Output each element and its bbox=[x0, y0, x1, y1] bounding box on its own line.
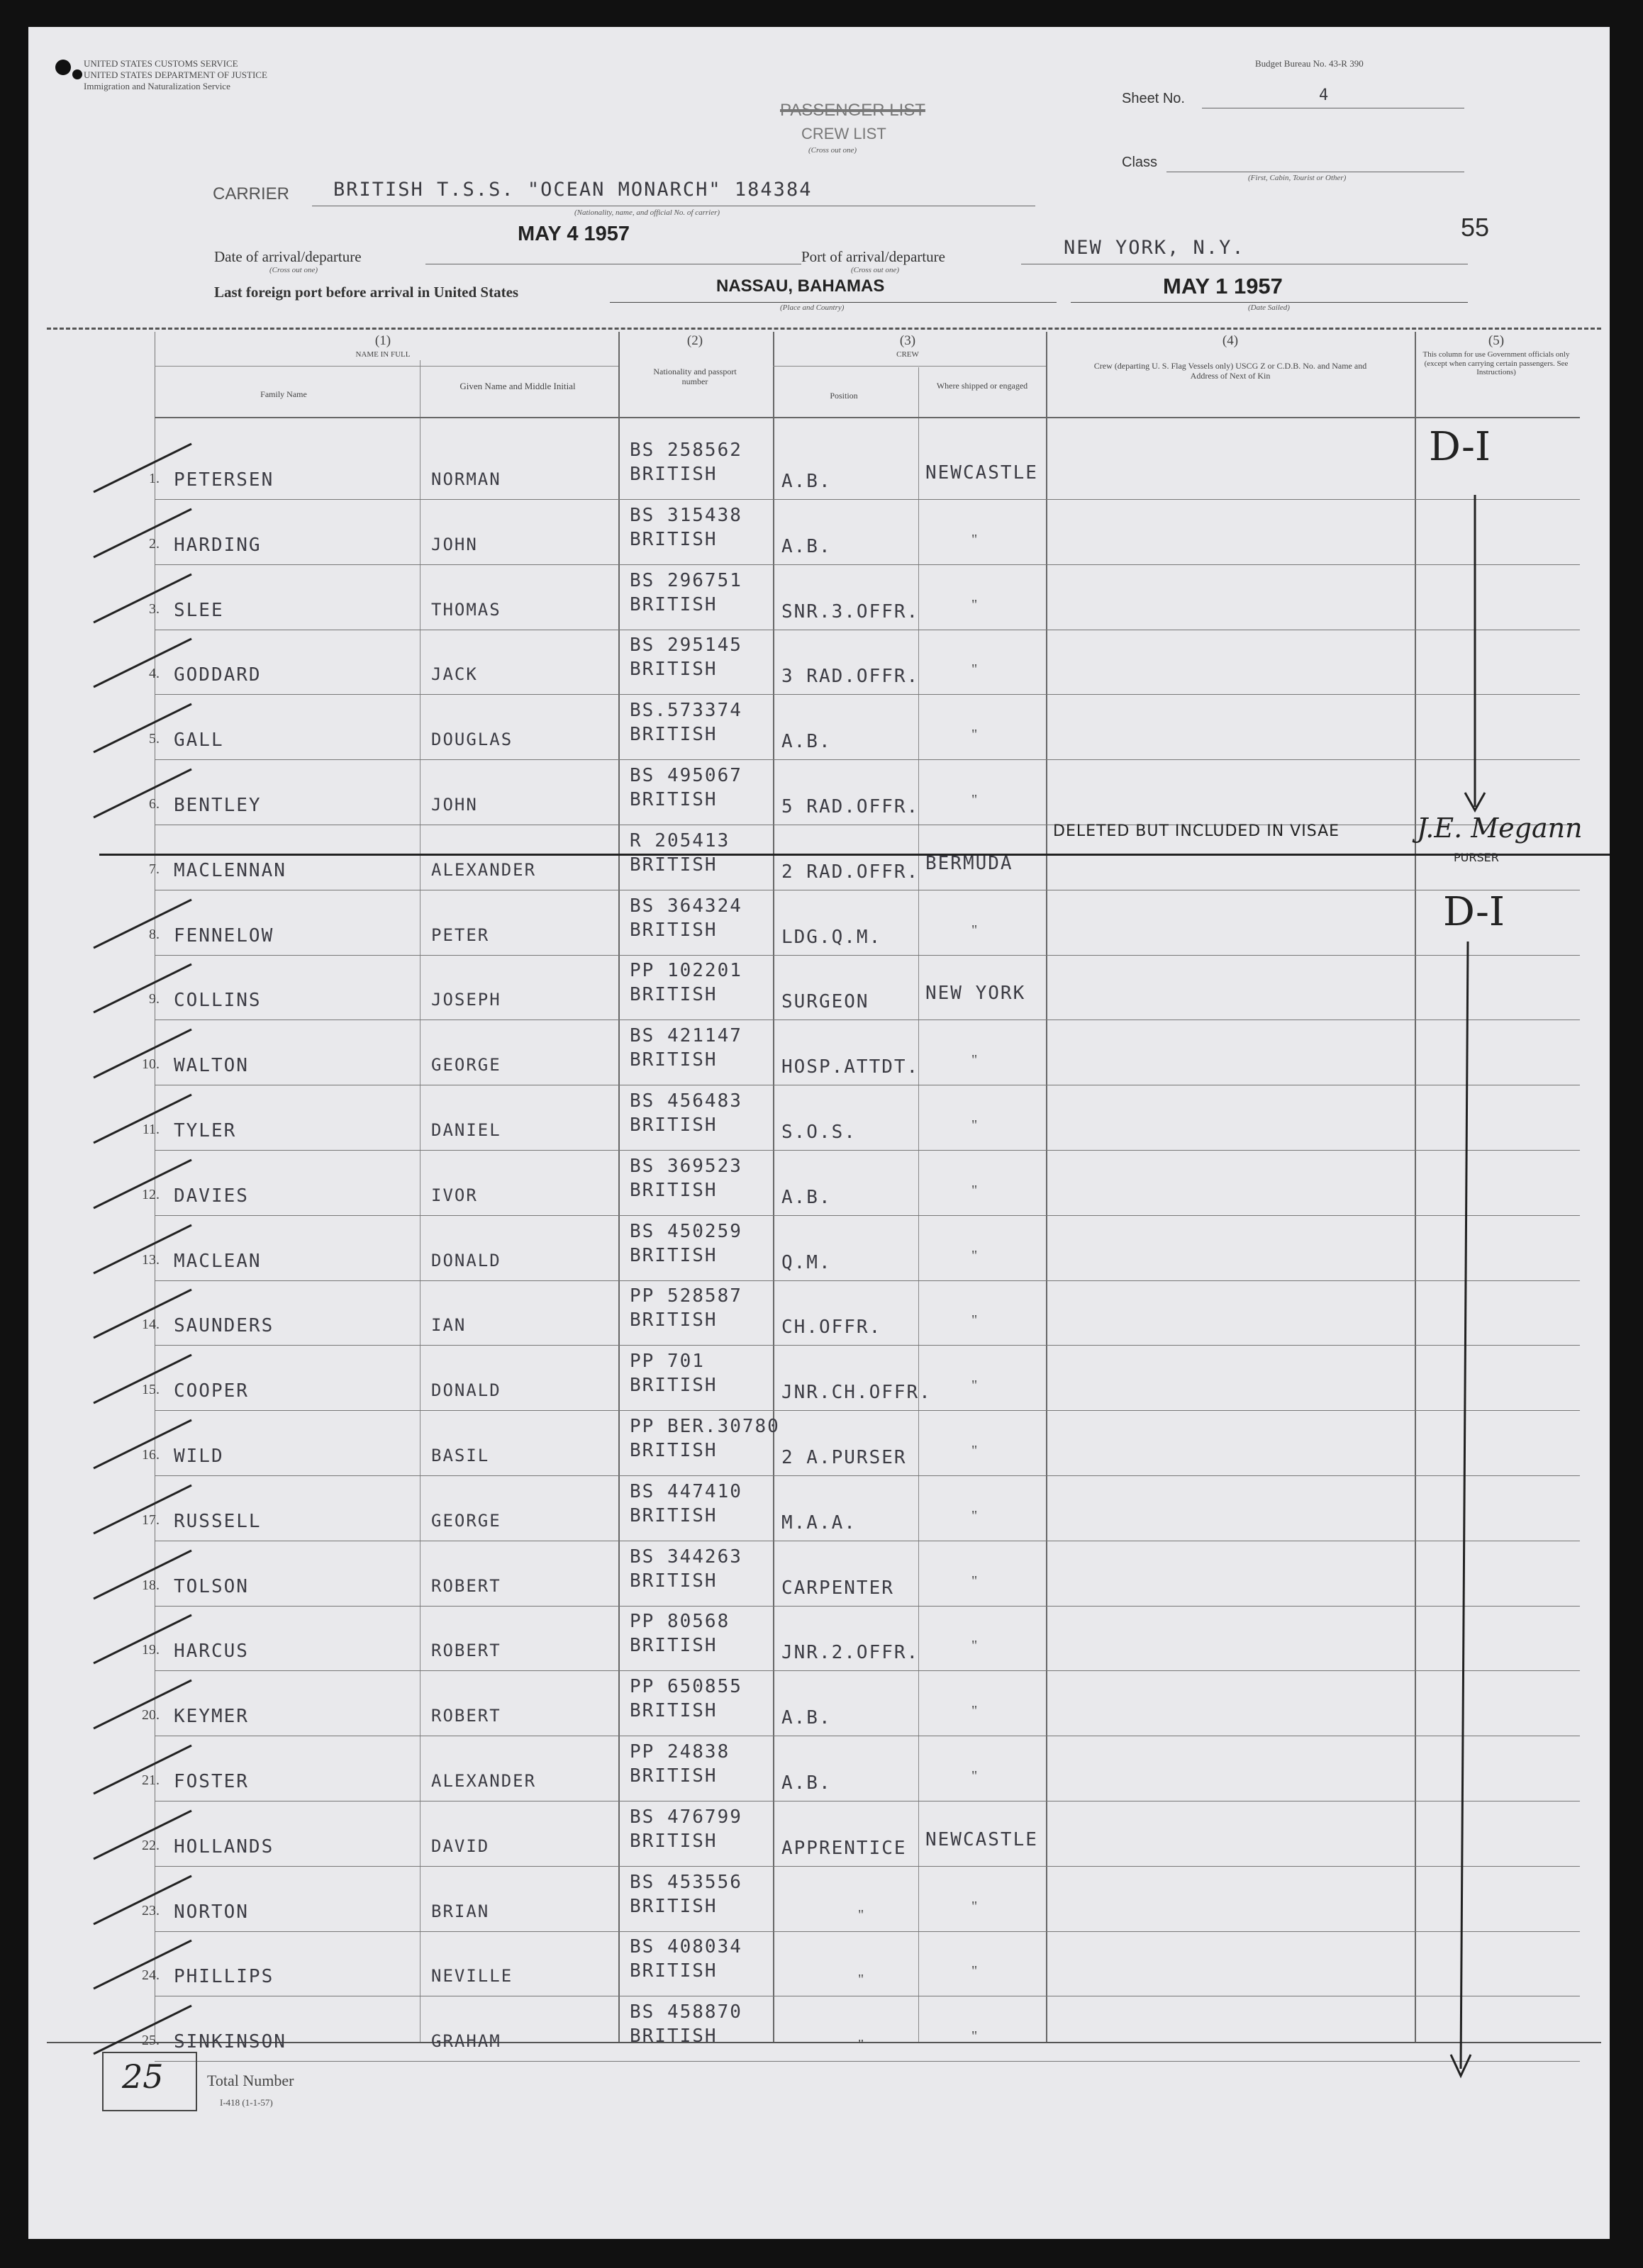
family-name: HARDING bbox=[174, 535, 262, 556]
where-shipped: " bbox=[971, 597, 978, 613]
where-shipped: " bbox=[971, 1963, 978, 1979]
crew-position: A.B. bbox=[781, 731, 832, 752]
family-name: COLLINS bbox=[174, 990, 262, 1011]
table-row bbox=[28, 501, 1610, 566]
given-name: DONALD bbox=[431, 1251, 501, 1270]
row-number: 10. bbox=[142, 1056, 160, 1072]
class-hint: (First, Cabin, Tourist or Other) bbox=[1248, 174, 1347, 182]
table-row bbox=[28, 1607, 1610, 1672]
where-shipped: NEWCASTLE bbox=[925, 1829, 1038, 1850]
col3-where: Where shipped or engaged bbox=[936, 381, 1028, 391]
where-shipped: NEW YORK bbox=[925, 983, 1026, 1004]
table-row bbox=[28, 566, 1610, 631]
given-name: JACK bbox=[431, 664, 478, 684]
crew-position: JNR.CH.OFFR. bbox=[781, 1382, 932, 1403]
row-rule bbox=[155, 1150, 1580, 1151]
row-rule bbox=[155, 499, 1580, 500]
nationality: BRITISH bbox=[630, 854, 718, 876]
port-hint: (Cross out one) bbox=[851, 266, 900, 274]
family-name: WALTON bbox=[174, 1055, 249, 1076]
given-name: JOHN bbox=[431, 795, 478, 815]
row-number: 23. bbox=[142, 1903, 160, 1918]
given-name: THOMAS bbox=[431, 600, 501, 620]
family-name: NORTON bbox=[174, 1901, 249, 1923]
crew-position: S.O.S. bbox=[781, 1122, 857, 1143]
where-shipped: " bbox=[971, 1768, 978, 1784]
given-name: PETER bbox=[431, 925, 490, 945]
table-row bbox=[28, 1477, 1610, 1542]
row-number: 9. bbox=[149, 991, 160, 1007]
passport-number: PP 650855 bbox=[630, 1676, 742, 1697]
purser-note: PURSER bbox=[1454, 851, 1499, 864]
row-number: 1. bbox=[149, 471, 160, 486]
row-number: 20. bbox=[142, 1707, 160, 1723]
passport-number: PP 24838 bbox=[630, 1741, 730, 1763]
table-row bbox=[28, 826, 1610, 891]
table-row bbox=[28, 1151, 1610, 1217]
family-name: RUSSELL bbox=[174, 1511, 262, 1532]
table-row bbox=[28, 891, 1610, 956]
where-shipped: " bbox=[971, 922, 978, 938]
page-number: 55 bbox=[1461, 213, 1490, 242]
port-label: Port of arrival/departure bbox=[801, 248, 945, 265]
given-name: BRIAN bbox=[431, 1901, 490, 1921]
title-hint: (Cross out one) bbox=[808, 146, 857, 155]
crew-position: A.B. bbox=[781, 1772, 832, 1794]
col2-title: Nationality and passport number bbox=[653, 367, 737, 386]
crew-position: 2 RAD.OFFR. bbox=[781, 861, 920, 883]
family-name: SAUNDERS bbox=[174, 1315, 274, 1336]
col1-family: Family Name bbox=[260, 389, 307, 399]
crew-position: Q.M. bbox=[781, 1252, 832, 1273]
passport-number: PP 80568 bbox=[630, 1611, 730, 1632]
nationality: BRITISH bbox=[630, 1896, 718, 1917]
table-row bbox=[28, 1867, 1610, 1933]
where-shipped: " bbox=[971, 1443, 978, 1458]
nationality: BRITISH bbox=[630, 1635, 718, 1656]
nationality: BRITISH bbox=[630, 1049, 718, 1071]
col5-number: (5) bbox=[1488, 333, 1505, 348]
family-name: GALL bbox=[174, 730, 224, 751]
where-shipped: " bbox=[971, 532, 978, 547]
crew-position: M.A.A. bbox=[781, 1512, 857, 1534]
official-signature: J.E. Megann bbox=[1417, 812, 1583, 844]
bracket-arrow-icon bbox=[1418, 438, 1546, 2125]
family-name: FENNELOW bbox=[174, 925, 274, 946]
sheet-number: 4 bbox=[1319, 86, 1330, 104]
table-row bbox=[28, 1542, 1610, 1607]
passport-number: BS 364324 bbox=[630, 895, 742, 917]
passport-number: BS 447410 bbox=[630, 1481, 742, 1502]
table-row bbox=[28, 1217, 1610, 1282]
nationality: BRITISH bbox=[630, 464, 718, 485]
nationality: BRITISH bbox=[630, 1505, 718, 1526]
given-name: DAVID bbox=[431, 1836, 490, 1856]
passenger-list-struck bbox=[780, 101, 925, 121]
table-row bbox=[28, 1737, 1610, 1802]
sheet-label: Sheet No. bbox=[1122, 91, 1185, 106]
row-number: 6. bbox=[149, 796, 160, 812]
table-row bbox=[28, 1346, 1610, 1412]
passenger-list-text: PASSENGER LIST bbox=[780, 101, 925, 120]
crew-position: " bbox=[858, 2037, 864, 2052]
date-hint: (Cross out one) bbox=[269, 266, 318, 274]
given-name: BASIL bbox=[431, 1446, 490, 1465]
carrier-label: CARRIER bbox=[213, 184, 290, 203]
col2-number: (2) bbox=[686, 333, 703, 348]
passport-number: PP 701 bbox=[630, 1351, 705, 1372]
punch-hole-mark bbox=[55, 60, 71, 75]
given-name: IVOR bbox=[431, 1185, 478, 1205]
nationality: BRITISH bbox=[630, 529, 718, 550]
last-port-hint: (Place and Country) bbox=[780, 303, 845, 312]
passport-number: BS 456483 bbox=[630, 1090, 742, 1112]
row-number: 22. bbox=[142, 1838, 160, 1853]
row-rule bbox=[155, 564, 1580, 565]
given-name: DONALD bbox=[431, 1380, 501, 1400]
family-name: COOPER bbox=[174, 1380, 249, 1402]
crew-position: " bbox=[858, 1907, 864, 1923]
last-port-value: NASSAU, BAHAMAS bbox=[716, 276, 885, 296]
crew-position: LDG.Q.M. bbox=[781, 927, 882, 948]
given-name: DANIEL bbox=[431, 1120, 501, 1140]
col4-title: Crew (departing U. S. Flag Vessels only) USCG Z or C.D.B. No. and Name and Address of Next of Kin bbox=[1093, 361, 1367, 381]
total-value: 25 bbox=[122, 2057, 164, 2096]
table-row bbox=[28, 761, 1610, 826]
crew-position: SURGEON bbox=[781, 991, 869, 1012]
row-rule bbox=[155, 1475, 1580, 1476]
where-shipped: " bbox=[971, 1899, 978, 1914]
given-name: ALEXANDER bbox=[431, 860, 537, 880]
family-name: GODDARD bbox=[174, 664, 262, 686]
where-shipped: " bbox=[971, 1117, 978, 1133]
sail-date-hint: (Date Sailed) bbox=[1248, 303, 1290, 312]
table-row bbox=[28, 1997, 1610, 2062]
family-name: PETERSEN bbox=[174, 469, 274, 491]
nationality: BRITISH bbox=[630, 1309, 718, 1331]
given-name: NORMAN bbox=[431, 469, 501, 489]
where-shipped: NEWCASTLE bbox=[925, 462, 1038, 484]
nationality: BRITISH bbox=[630, 1700, 718, 1721]
given-name: ROBERT bbox=[431, 1706, 501, 1726]
where-shipped: " bbox=[971, 1312, 978, 1328]
table-top-rule bbox=[47, 328, 1601, 330]
given-name: GEORGE bbox=[431, 1055, 501, 1075]
crew-position: JNR.2.OFFR. bbox=[781, 1642, 920, 1663]
sail-date-stamp: MAY 1 1957 bbox=[1163, 274, 1283, 298]
where-shipped: " bbox=[971, 1183, 978, 1198]
passport-number: BS.573374 bbox=[630, 700, 742, 721]
row-number: 19. bbox=[142, 1642, 160, 1658]
nationality: BRITISH bbox=[630, 1765, 718, 1787]
crew-position: CARPENTER bbox=[781, 1577, 894, 1599]
mark-top: D-I bbox=[1429, 424, 1491, 470]
crew-list-form bbox=[28, 27, 1610, 2239]
row-number: 8. bbox=[149, 927, 160, 942]
crew-position: HOSP.ATTDT. bbox=[781, 1056, 920, 1078]
passport-number: BS 295145 bbox=[630, 635, 742, 656]
where-shipped: " bbox=[971, 727, 978, 742]
given-name: ROBERT bbox=[431, 1641, 501, 1660]
date-label: Date of arrival/departure bbox=[214, 248, 362, 265]
passport-number: BS 453556 bbox=[630, 1872, 742, 1893]
passport-number: R 205413 bbox=[630, 830, 730, 851]
nationality: BRITISH bbox=[630, 1375, 718, 1396]
crew-position: A.B. bbox=[781, 471, 832, 492]
punch-hole-mark bbox=[72, 69, 82, 79]
col1-number: (1) bbox=[374, 333, 391, 348]
row-rule bbox=[155, 1215, 1580, 1216]
row-number: 24. bbox=[142, 1967, 160, 1983]
nationality: BRITISH bbox=[630, 2026, 718, 2047]
crew-position: A.B. bbox=[781, 536, 832, 557]
nationality: BRITISH bbox=[630, 1440, 718, 1461]
passport-number: BS 450259 bbox=[630, 1221, 742, 1242]
col3-number: (3) bbox=[899, 333, 916, 348]
passport-number: BS 458870 bbox=[630, 2001, 742, 2023]
row-number: 12. bbox=[142, 1187, 160, 1202]
row-rule bbox=[155, 694, 1580, 695]
col1-given: Given Name and Middle Initial bbox=[460, 381, 576, 391]
nationality: BRITISH bbox=[630, 1115, 718, 1136]
last-port-label: Last foreign port before arrival in United States bbox=[214, 284, 519, 301]
table-row bbox=[28, 1412, 1610, 1477]
header-rule bbox=[155, 366, 618, 367]
table-row bbox=[28, 1802, 1610, 1867]
crew-position: 3 RAD.OFFR. bbox=[781, 666, 920, 687]
nationality: BRITISH bbox=[630, 1570, 718, 1592]
passport-number: PP BER.30780 bbox=[630, 1416, 780, 1437]
where-shipped: " bbox=[971, 1573, 978, 1589]
row-number: 17. bbox=[142, 1512, 160, 1528]
passport-number: BS 344263 bbox=[630, 1546, 742, 1568]
row-number: 18. bbox=[142, 1577, 160, 1593]
row-number: 11. bbox=[142, 1122, 160, 1137]
given-name: IAN bbox=[431, 1315, 467, 1335]
nationality: BRITISH bbox=[630, 1180, 718, 1201]
carrier-hint: (Nationality, name, and official No. of carrier) bbox=[574, 208, 720, 217]
given-name: JOHN bbox=[431, 535, 478, 554]
row7-strike-line bbox=[99, 854, 1610, 856]
port-value: NEW YORK, N.Y. bbox=[1064, 237, 1245, 259]
header-bottom-rule bbox=[155, 417, 1580, 418]
family-name: HOLLANDS bbox=[174, 1836, 274, 1858]
where-shipped: " bbox=[971, 1638, 978, 1653]
class-label: Class bbox=[1122, 155, 1158, 170]
passport-number: BS 296751 bbox=[630, 570, 742, 591]
table-row bbox=[28, 1086, 1610, 1151]
family-name: KEYMER bbox=[174, 1706, 249, 1727]
total-label: Total Number bbox=[207, 2072, 294, 2089]
nationality: BRITISH bbox=[630, 1831, 718, 1852]
given-name: GRAHAM bbox=[431, 2031, 501, 2051]
crew-list-title: CREW LIST bbox=[801, 125, 886, 143]
family-name: MACLENNAN bbox=[174, 860, 286, 881]
given-name: ALEXANDER bbox=[431, 1771, 537, 1791]
row-number: 7. bbox=[149, 861, 160, 877]
family-name: HARCUS bbox=[174, 1641, 249, 1662]
row-rule bbox=[155, 1866, 1580, 1867]
col4-number: (4) bbox=[1222, 333, 1239, 348]
given-name: GEORGE bbox=[431, 1511, 501, 1531]
row-rule bbox=[155, 1345, 1580, 1346]
table-row bbox=[28, 1932, 1610, 1997]
last-port-line bbox=[610, 302, 1057, 303]
where-shipped: BERMUDA bbox=[925, 853, 1013, 874]
where-shipped: " bbox=[971, 1052, 978, 1068]
col1-title: NAME IN FULL bbox=[355, 350, 411, 359]
crew-position: A.B. bbox=[781, 1707, 832, 1728]
family-name: WILD bbox=[174, 1446, 224, 1467]
agency-line-2: UNITED STATES DEPARTMENT OF JUSTICE bbox=[84, 69, 267, 80]
nationality: BRITISH bbox=[630, 920, 718, 941]
passport-number: BS 258562 bbox=[630, 440, 742, 461]
sail-date-line bbox=[1071, 302, 1468, 303]
passport-number: PP 528587 bbox=[630, 1285, 742, 1307]
agency-line-3: Immigration and Naturalization Service bbox=[84, 81, 230, 91]
agency-line-1: UNITED STATES CUSTOMS SERVICE bbox=[84, 58, 238, 69]
nationality: BRITISH bbox=[630, 724, 718, 745]
table-row bbox=[28, 630, 1610, 696]
passport-number: BS 408034 bbox=[630, 1936, 742, 1957]
passport-number: BS 369523 bbox=[630, 1156, 742, 1177]
col5-title: This column for use Government officials only (except when carrying certain passengers. See Instructions) bbox=[1422, 350, 1570, 377]
table-row bbox=[28, 1281, 1610, 1346]
row-number: 5. bbox=[149, 731, 160, 747]
budget-bureau-no: Budget Bureau No. 43-R 390 bbox=[1255, 58, 1364, 69]
nationality: BRITISH bbox=[630, 1245, 718, 1266]
row-number: 25. bbox=[142, 2033, 160, 2048]
where-shipped: " bbox=[971, 1248, 978, 1263]
given-name: JOSEPH bbox=[431, 990, 501, 1010]
col3-title: CREW bbox=[896, 350, 919, 359]
given-name: ROBERT bbox=[431, 1576, 501, 1596]
crew-position: A.B. bbox=[781, 1187, 832, 1208]
where-shipped: " bbox=[971, 1703, 978, 1719]
carrier-value: BRITISH T.S.S. "OCEAN MONARCH" 184384 bbox=[333, 179, 813, 201]
family-name: SINKINSON bbox=[174, 2031, 286, 2052]
row-number: 4. bbox=[149, 666, 160, 681]
where-shipped: " bbox=[971, 2028, 978, 2044]
arrival-date-stamp: MAY 4 1957 bbox=[518, 223, 630, 245]
table-row bbox=[28, 1672, 1610, 1737]
family-name: TYLER bbox=[174, 1120, 237, 1141]
crew-position: 2 A.PURSER bbox=[781, 1447, 907, 1468]
nationality: BRITISH bbox=[630, 984, 718, 1005]
deleted-note: DELETED BUT INCLUDED IN VISAE bbox=[1053, 822, 1340, 840]
form-id: I-418 (1-1-57) bbox=[220, 2097, 273, 2108]
row-number: 2. bbox=[149, 536, 160, 552]
row-number: 13. bbox=[142, 1252, 160, 1268]
table-row bbox=[28, 696, 1610, 761]
given-name: NEVILLE bbox=[431, 1966, 513, 1986]
row-rule bbox=[155, 759, 1580, 760]
where-shipped: " bbox=[971, 1378, 978, 1393]
family-name: SLEE bbox=[174, 600, 224, 621]
row-rule bbox=[155, 1670, 1580, 1671]
crew-position: APPRENTICE bbox=[781, 1838, 907, 1859]
crew-position: 5 RAD.OFFR. bbox=[781, 796, 920, 817]
where-shipped: " bbox=[971, 792, 978, 808]
row-number: 15. bbox=[142, 1382, 160, 1397]
table-row bbox=[28, 435, 1610, 501]
mark-mid: D-I bbox=[1443, 889, 1505, 935]
table-row bbox=[28, 1021, 1610, 1086]
row-rule bbox=[155, 1410, 1580, 1411]
family-name: BENTLEY bbox=[174, 795, 262, 816]
family-name: FOSTER bbox=[174, 1771, 249, 1792]
crew-position: " bbox=[858, 1972, 864, 1987]
passport-number: BS 315438 bbox=[630, 505, 742, 526]
nationality: BRITISH bbox=[630, 789, 718, 810]
passport-number: BS 495067 bbox=[630, 765, 742, 786]
crew-position: CH.OFFR. bbox=[781, 1317, 882, 1338]
family-name: DAVIES bbox=[174, 1185, 249, 1207]
row-number: 16. bbox=[142, 1447, 160, 1463]
row-rule bbox=[155, 2061, 1580, 2062]
row-number: 3. bbox=[149, 601, 160, 617]
crew-position: SNR.3.OFFR. bbox=[781, 601, 920, 622]
col3-position: Position bbox=[830, 391, 858, 401]
given-name: DOUGLAS bbox=[431, 730, 513, 749]
row-number: 14. bbox=[142, 1317, 160, 1332]
passport-number: PP 102201 bbox=[630, 960, 742, 981]
table-row bbox=[28, 956, 1610, 1021]
nationality: BRITISH bbox=[630, 594, 718, 615]
header-rule bbox=[773, 366, 1046, 367]
family-name: TOLSON bbox=[174, 1576, 249, 1597]
passport-number: BS 476799 bbox=[630, 1806, 742, 1828]
row-number: 21. bbox=[142, 1772, 160, 1788]
nationality: BRITISH bbox=[630, 1960, 718, 1982]
where-shipped: " bbox=[971, 1508, 978, 1524]
family-name: MACLEAN bbox=[174, 1251, 262, 1272]
passport-number: BS 421147 bbox=[630, 1025, 742, 1046]
nationality: BRITISH bbox=[630, 659, 718, 680]
family-name: PHILLIPS bbox=[174, 1966, 274, 1987]
where-shipped: " bbox=[971, 661, 978, 677]
